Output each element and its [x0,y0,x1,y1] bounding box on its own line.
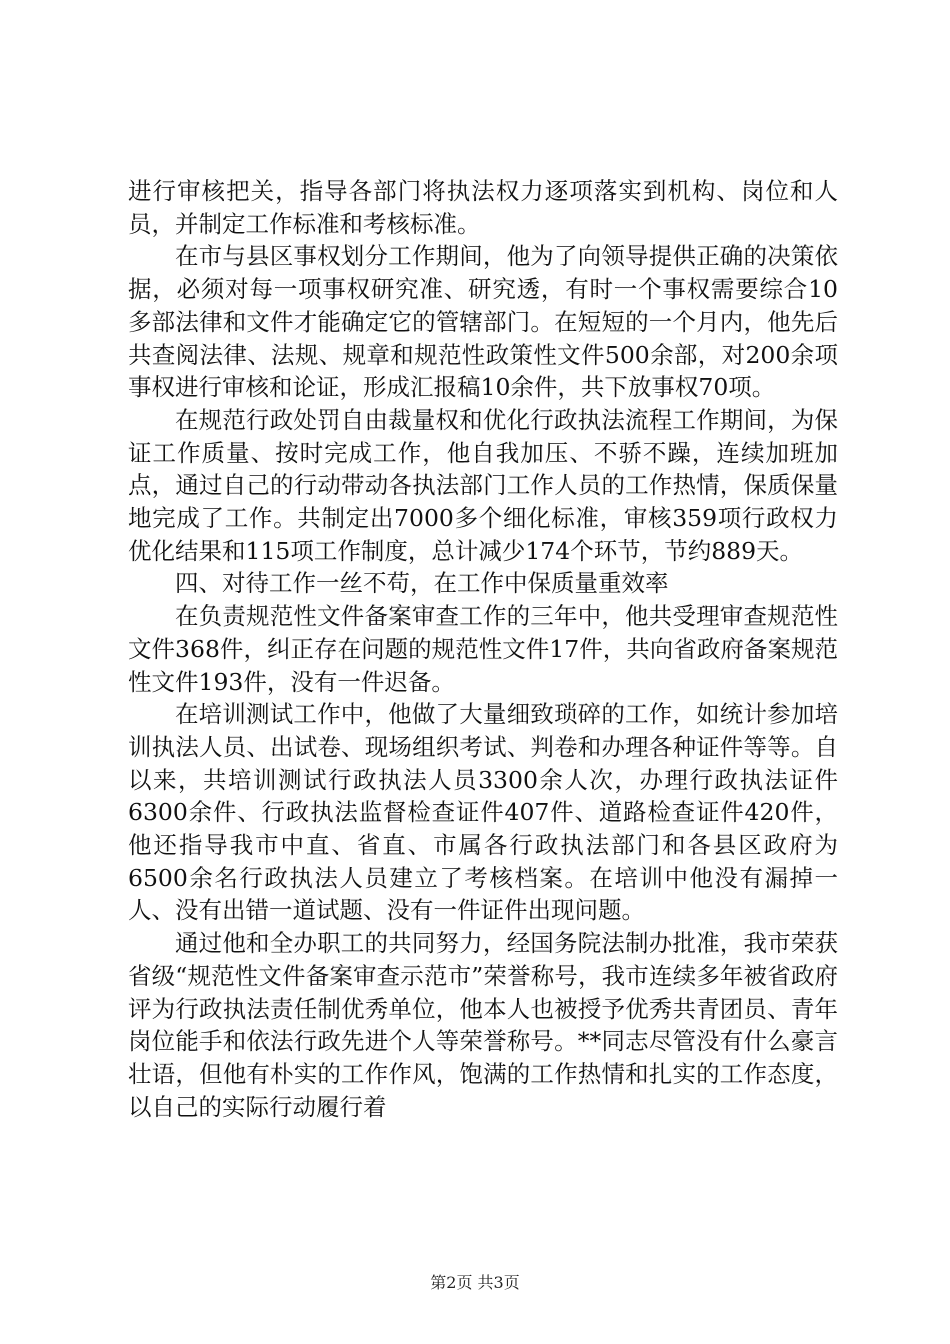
document-body [128,175,838,1123]
paragraph-honors: 通过他和全办职工的共同努力，经国务院法制办批准，我市荣获省级“规范性文件备案审查示范市”荣誉称号，我市连续多年被省政府评为行政执法责任制优秀单位，他本人也被授予优秀共青团员、青年岗位能手和依法行政先进个人等荣誉称号。**同志尽管没有什么豪言壮语，但他有朴实的工作作风，饱满的工作热情和扎实的工作态度，以自己的实际行动履行着 [128,929,838,1121]
section-heading-four: 四、对待工作一丝不苟，在工作中保质量重效率 [175,569,669,598]
page-number-footer: 第2页 共3页 [430,1273,520,1292]
paragraph-discretion-standards: 在规范行政处罚自由裁量权和优化行政执法流程工作期间，为保证工作质量、按时完成工作，他自我加压、不骄不躁，连续加班加点，通过自己的行动带动各执法部门工作人员的工作热情，保质保量地完成了工作。共制定出7000多个细化标准，审核359项行政权力优化结果和115项工作制度，总计减少174个环节，节约889天。 [128,405,838,565]
paragraph-filing-review: 在负责规范性文件备案审查工作的三年中，他共受理审查规范性文件368件，纠正存在问题的规范性文件17件，共向省政府备案规范性文件193件，没有一件迟备。 [128,602,838,696]
paragraph-continuation: 进行审核把关，指导各部门将执法权力逐项落实到机构、岗位和人员，并制定工作标准和考核标准。 [128,177,838,238]
paragraph-power-division: 在市与县区事权划分工作期间，他为了向领导提供正确的决策依据，必须对每一项事权研究准、研究透，有时一个事权需要综合10多部法律和文件才能确定它的管辖部门。在短短的一个月内，他先后共查阅法律、法规、规章和规范性政策性文件500余部，对200余项事权进行审核和论证，形成汇报稿10余件，共下放事权70项。 [128,242,838,402]
paragraph-training-testing: 在培训测试工作中，他做了大量细致琐碎的工作，如统计参加培训执法人员、出试卷、现场组织考试、判卷和办理各种证件等等。自以来，共培训测试行政执法人员3300余人次，办理行政执法证件6300余件、行政执法监督检查证件407件、道路检查证件420件，他还指导我市中直、省直、市属各行政执法部门和各县区政府为6500余名行政执法人员建立了考核档案。在培训中他没有漏掉一人、没有出错一道试题、没有一件证件出现问题。 [128,700,838,925]
